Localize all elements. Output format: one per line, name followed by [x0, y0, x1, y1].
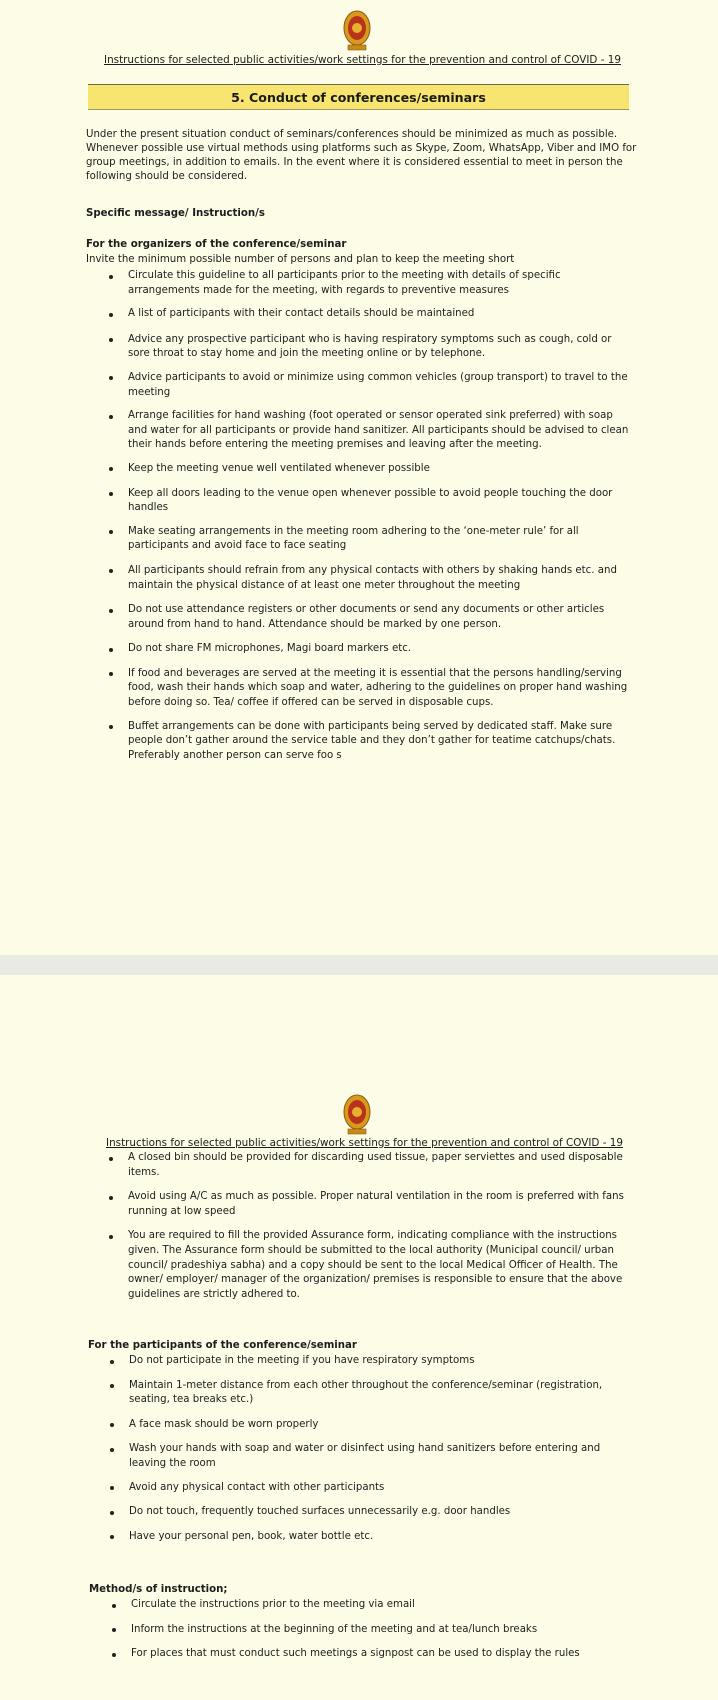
- section-title: 5. Conduct of conferences/seminars: [88, 84, 629, 110]
- list-item: A closed bin should be provided for discarding used tissue, paper serviettes and used disposable items.: [107, 1151, 633, 1180]
- list-item: Keep the meeting venue well ventilated whenever possible: [107, 462, 633, 477]
- list-item: If food and beverages are served at the meeting it is essential that the persons handling/serving food, wash their hands which soap and water, adhering to the guidelines on proper hand washing before doing so. Tea/ coffee if offered can be served in disposable cups.: [107, 667, 633, 711]
- intro-paragraph: Under the present situation conduct of seminars/conferences should be minimized as much as possible. Whenever possible use virtual methods using platforms such as Skype, Zoom, WhatsApp, Viber and IMO for group meetings, in addition to emails. In the event where it is considered essential to meet in person the following should be considered.: [86, 129, 637, 182]
- organizers-lead: Invite the minimum possible number of persons and plan to keep the meeting short: [86, 254, 515, 265]
- list-item: Do not touch, frequently touched surfaces unnecessarily e.g. door handles: [108, 1505, 634, 1520]
- list-item: Do not use attendance registers or other documents or send any documents or other articles around from hand to hand. Attendance should be marked by one person.: [107, 603, 633, 632]
- document-page-2: [0, 975, 718, 1700]
- government-emblem-icon: [342, 8, 372, 52]
- list-item: Advice participants to avoid or minimize using common vehicles (group transport) to travel to the meeting: [107, 371, 633, 400]
- list-item: Do not share FM microphones, Magi board markers etc.: [107, 642, 633, 657]
- running-header: Instructions for selected public activities/work settings for the prevention and control of COVID - 19: [104, 54, 621, 66]
- page-separator: [0, 955, 718, 975]
- list-item: All participants should refrain from any physical contacts with others by shaking hands etc. and maintain the physical distance of at least one meter throughout the meeting: [107, 564, 633, 593]
- list-item: Arrange facilities for hand washing (foot operated or sensor operated sink preferred) with soap and water for all participants or provide hand sanitizer. All participants should be advised to clean their hands before entering the meeting premises and leaving after the meeting.: [107, 409, 633, 453]
- list-item: Do not participate in the meeting if you have respiratory symptoms: [108, 1354, 634, 1369]
- list-item: Circulate the instructions prior to the meeting via email: [110, 1598, 636, 1613]
- list-item: Have your personal pen, book, water bottle etc.: [108, 1530, 634, 1545]
- list-item: Keep all doors leading to the venue open whenever possible to avoid people touching the door handles: [107, 487, 633, 516]
- specific-message-heading: Specific message/ Instruction/s: [86, 208, 265, 219]
- organizers-list: [107, 269, 633, 763]
- list-item: Inform the instructions at the beginning of the meeting and at tea/lunch breaks: [110, 1623, 636, 1638]
- method-heading: Method/s of instruction;: [89, 1584, 228, 1595]
- organizers-list-continued: [107, 1151, 633, 1302]
- list-item: A face mask should be worn properly: [108, 1418, 634, 1433]
- participants-list: [108, 1354, 634, 1544]
- list-item: Wash your hands with soap and water or disinfect using hand sanitizers before entering and leaving the room: [108, 1442, 634, 1471]
- list-item: Advice any prospective participant who is having respiratory symptoms such as cough, cold or sore throat to stay home and join the meeting online or by telephone.: [107, 333, 633, 362]
- organizers-heading: For the organizers of the conference/seminar: [86, 239, 347, 250]
- method-list: [110, 1598, 636, 1662]
- list-item: Avoid using A/C as much as possible. Proper natural ventilation in the room is preferred with fans running at low speed: [107, 1190, 633, 1219]
- list-item: Buffet arrangements can be done with participants being served by dedicated staff. Make sure people don’t gather around the service table and they don’t gather for teatime catchups/chats. Preferably another person can serve foo s: [107, 720, 633, 764]
- government-emblem-icon: [342, 1092, 372, 1136]
- running-header: Instructions for selected public activities/work settings for the prevention and control of COVID - 19: [106, 1137, 623, 1149]
- participants-heading: For the participants of the conference/seminar: [88, 1340, 357, 1351]
- list-item: Circulate this guideline to all participants prior to the meeting with details of specific arrangements made for the meeting, with regards to preventive measures: [107, 269, 633, 298]
- list-item: For places that must conduct such meetings a signpost can be used to display the rules: [110, 1647, 636, 1662]
- list-item: Make seating arrangements in the meeting room adhering to the ‘one-meter rule’ for all participants and avoid face to face seating: [107, 525, 633, 554]
- list-item: You are required to fill the provided Assurance form, indicating compliance with the instructions given. The Assurance form should be submitted to the local authority (Municipal council/ urban council/ pradeshiya sabha) and a copy should be sent to the local Medical Officer of Health. The owner/ employer/ manager of the organization/ premises is responsible to ensure that the above guidelines are strictly adhered to.: [107, 1229, 633, 1302]
- list-item: Maintain 1-meter distance from each other throughout the conference/seminar (registration, seating, tea breaks etc.): [108, 1379, 634, 1408]
- list-item: Avoid any physical contact with other participants: [108, 1481, 634, 1496]
- list-item: A list of participants with their contact details should be maintained: [107, 307, 633, 322]
